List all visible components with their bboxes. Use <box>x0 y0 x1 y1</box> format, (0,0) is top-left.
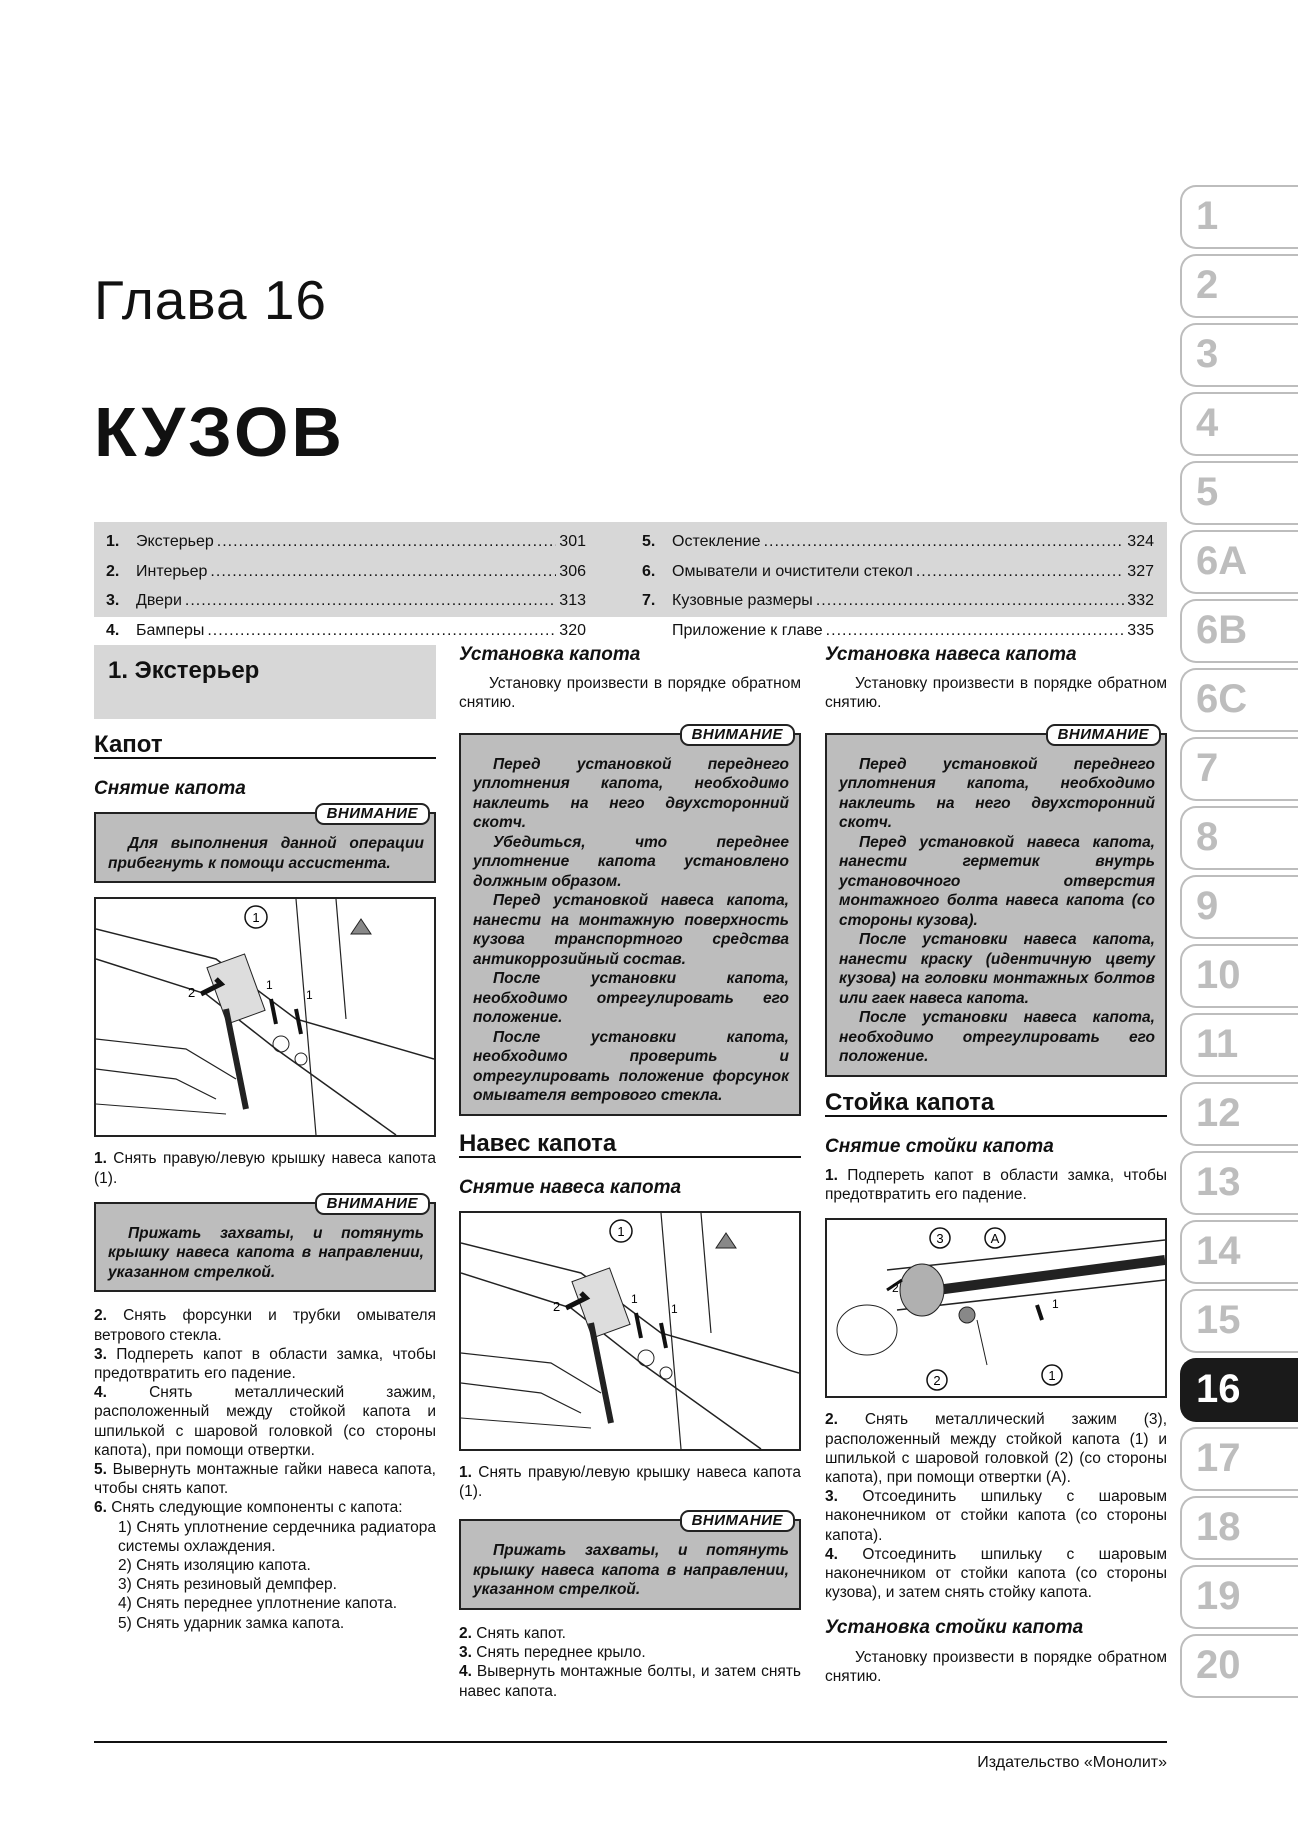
warning-label: ВНИМАНИЕ <box>1046 724 1161 746</box>
warning-box <box>459 1512 801 1610</box>
section-heading: 1. Экстерьер <box>94 645 436 719</box>
step-3: 3. Отсоединить шпильку с шаровым наконечником от стойки капота (со стороны капота). <box>825 1488 1167 1544</box>
chapter-tab[interactable]: 5 <box>1180 461 1298 525</box>
figure-callout: 2 <box>892 1281 899 1296</box>
toc-item[interactable]: 6. Омыватели и очистители стекол ..... 327 <box>642 562 1154 592</box>
chapter-tab[interactable]: 10 <box>1180 944 1298 1008</box>
toc-item[interactable]: 1. Экстерьер ..... 301 <box>106 532 586 562</box>
chapter-tab[interactable]: 14 <box>1180 1220 1298 1284</box>
heading-hood-hinge: Навес капота <box>459 1134 801 1158</box>
substep: 5) Снять ударник замка капота. <box>118 1614 345 1632</box>
figure-hood-strut <box>825 1218 1167 1398</box>
figure-callout: A <box>990 1231 1000 1247</box>
warning-label: ВНИМАНИЕ <box>315 1193 430 1215</box>
column-3 <box>825 645 1167 1696</box>
step-1: 1. Подпереть капот в области замка, чтобы предотвратить его падение. <box>825 1167 1167 1204</box>
chapter-tab[interactable]: 3 <box>1180 323 1298 387</box>
warning-text: После установки капота, необходимо отрегулировать его положение. <box>473 970 789 1027</box>
chapter-tab[interactable]: 13 <box>1180 1151 1298 1215</box>
table-of-contents <box>94 522 1167 639</box>
step-4: 4. Отсоединить шпильку с шаровым наконечником от стойки капота (со стороны кузова), и затем снять стойку капота. <box>825 1545 1167 1602</box>
chapter-tab[interactable]: 7 <box>1180 737 1298 801</box>
warning-text: Перед установкой переднего уплотнения капота, необходимо наклеить на него двухсторонний скотч. <box>839 755 1155 832</box>
warning-text: Перед установкой навеса капота, нанести герметик внутрь установочного отверстия монтажного болта навеса капота (со стороны кузова). <box>839 833 1155 929</box>
step-2: 2. Снять капот. <box>459 1624 566 1642</box>
toc-item[interactable]: 7. Кузовные размеры ..... 332 <box>642 591 1154 621</box>
chapter-tab-active[interactable]: 16 <box>1180 1358 1298 1422</box>
heading-hood-removal: Снятие капота <box>94 778 246 800</box>
warning-label: ВНИМАНИЕ <box>680 1510 795 1532</box>
heading-hinge-install: Установка навеса капота <box>825 644 1077 665</box>
warning-text: Убедиться, что переднее уплотнение капота установлено должным образом. <box>473 833 789 890</box>
warning-text: Прижать захваты, и потянуть крышку навеса капота в направлении, указанном стрелкой. <box>108 1224 424 1281</box>
warning-text: После установки капота, необходимо проверить и отрегулировать положение форсунок омывателя ветрового стекла. <box>473 1028 789 1105</box>
figure-callout: 1 <box>306 988 313 1003</box>
toc-item[interactable]: Приложение к главе ..... 335 <box>642 621 1154 651</box>
figure-callout: 2 <box>933 1373 941 1389</box>
heading-hinge-removal: Снятие навеса капота <box>459 1176 682 1198</box>
step-3: 3. Подпереть капот в области замка, чтобы предотвратить его падение. <box>94 1345 436 1382</box>
heading-hood-strut: Стойка капота <box>825 1093 1167 1117</box>
hinge-illustration <box>96 899 434 1135</box>
step-5: 5. Вывернуть монтажные гайки навеса капота, чтобы снять капот. <box>94 1460 436 1498</box>
strut-illustration <box>827 1220 1165 1396</box>
warning-box <box>825 725 1167 1077</box>
figure-callout: 1 <box>671 1302 678 1317</box>
figure-callout: 1 <box>1052 1297 1059 1312</box>
heading-strut-install: Установка стойки капота <box>825 1617 1084 1639</box>
figure-callout: 2 <box>188 985 196 1001</box>
step-4: 4. Вывернуть монтажные болты, и затем снять навес капота. <box>459 1663 801 1700</box>
chapter-tab[interactable]: 1 <box>1180 185 1298 249</box>
chapter-tab[interactable]: 12 <box>1180 1082 1298 1146</box>
chapter-tab[interactable]: 9 <box>1180 875 1298 939</box>
chapter-tab[interactable]: 18 <box>1180 1496 1298 1560</box>
figure-hood-hinge-cover <box>94 897 436 1137</box>
paragraph: Установку произвести в порядке обратном снятию. <box>825 1648 1167 1685</box>
chapter-tab[interactable]: 11 <box>1180 1013 1298 1077</box>
figure-callout: 1 <box>631 1292 638 1307</box>
figure-callout: 1 <box>266 978 273 993</box>
chapter-tab[interactable]: 6B <box>1180 599 1298 663</box>
warning-box <box>94 1194 436 1293</box>
warning-box <box>459 725 801 1116</box>
hinge-illustration <box>461 1213 799 1449</box>
heading-hood-install: Установка капота <box>459 644 641 665</box>
figure-hood-hinge-cover <box>459 1211 801 1451</box>
toc-left-column <box>106 532 586 650</box>
figure-callout: 1 <box>617 1224 625 1240</box>
toc-item[interactable]: 3. Двери ..... 313 <box>106 591 586 621</box>
substep: 4) Снять переднее уплотнение капота. <box>118 1595 398 1613</box>
chapter-tab[interactable]: 8 <box>1180 806 1298 870</box>
heading-strut-removal: Снятие стойки капота <box>825 1135 1054 1157</box>
heading-hood: Капот <box>94 735 436 759</box>
substep: 1) Снять уплотнение сердечника радиатора системы охлаждения. <box>118 1518 436 1555</box>
column-1 <box>94 645 436 1633</box>
chapter-tab[interactable]: 4 <box>1180 392 1298 456</box>
warning-text: После установки навеса капота, нанести краску (идентичную цвету кузова) на головки монтажных болтов или гаек навеса капота. <box>839 931 1155 1007</box>
warning-text: Для выполнения данной операции прибегнуть к помощи ассистента. <box>108 835 424 872</box>
warning-text: Перед установкой навеса капота, нанести на монтажную поверхность кузова транспортного средства антикоррозийный состав. <box>473 892 789 968</box>
step-2: 2. Снять форсунки и трубки омывателя ветрового стекла. <box>94 1307 436 1344</box>
warning-text: Перед установкой переднего уплотнения капота, необходимо наклеить на него двухсторонний скотч. <box>473 755 789 832</box>
step-6: 6. Снять следующие компоненты с капота: <box>94 1499 403 1517</box>
warning-label: ВНИМАНИЕ <box>680 724 795 746</box>
chapter-tab[interactable]: 20 <box>1180 1634 1298 1698</box>
paragraph: Установку произвести в порядке обратном снятию. <box>459 675 801 712</box>
toc-item[interactable]: 2. Интерьер ..... 306 <box>106 562 586 592</box>
figure-callout: 3 <box>936 1231 944 1247</box>
chapter-tab[interactable]: 2 <box>1180 254 1298 318</box>
figure-callout: 1 <box>252 910 260 926</box>
chapter-tab[interactable]: 19 <box>1180 1565 1298 1629</box>
toc-item[interactable]: 4. Бамперы ..... 320 <box>106 621 586 651</box>
chapter-label: Глава 16 <box>94 269 328 331</box>
page-title: КУЗОВ <box>94 393 345 471</box>
paragraph: Установку произвести в порядке обратном снятию. <box>825 675 1167 712</box>
step-3: 3. Снять переднее крыло. <box>459 1644 646 1662</box>
warning-text: Прижать захваты, и потянуть крышку навеса капота в направлении, указанном стрелкой. <box>473 1542 789 1599</box>
warning-label: ВНИМАНИЕ <box>315 803 430 825</box>
chapter-tab[interactable]: 17 <box>1180 1427 1298 1491</box>
footer-divider <box>94 1741 1167 1743</box>
figure-callout: 1 <box>1048 1368 1056 1384</box>
step-4: 4. Снять металлический зажим, расположенный между стойкой капота и шпилькой с шаровой головкой (со стороны капота), при помощи отвертки. <box>94 1384 436 1459</box>
figure-callout: 2 <box>553 1299 561 1315</box>
toc-item[interactable]: 5. Остекление ..... 324 <box>642 532 1154 562</box>
substep: 2) Снять изоляцию капота. <box>118 1556 311 1574</box>
step-2: 2. Снять металлический зажим (3), расположенный между стойкой капота (1) и шпилькой с шаровой головкой (2) (со стороны капота), при помощи отвертки (А). <box>825 1411 1167 1487</box>
warning-box <box>94 805 436 883</box>
step-1: 1. Снять правую/левую крышку навеса капота (1). <box>94 1150 436 1187</box>
warning-text: После установки навеса капота, необходимо отрегулировать его положение. <box>839 1009 1155 1066</box>
substep: 3) Снять резиновый демпфер. <box>118 1576 337 1594</box>
toc-right-column <box>642 532 1154 650</box>
step-1: 1. Снять правую/левую крышку навеса капота (1). <box>459 1464 801 1501</box>
column-2 <box>459 645 801 1701</box>
chapter-tab[interactable]: 6C <box>1180 668 1298 732</box>
publisher-footer: Издательство «Монолит» <box>977 1754 1167 1771</box>
chapter-tab[interactable]: 15 <box>1180 1289 1298 1353</box>
chapter-tab[interactable]: 6A <box>1180 530 1298 594</box>
